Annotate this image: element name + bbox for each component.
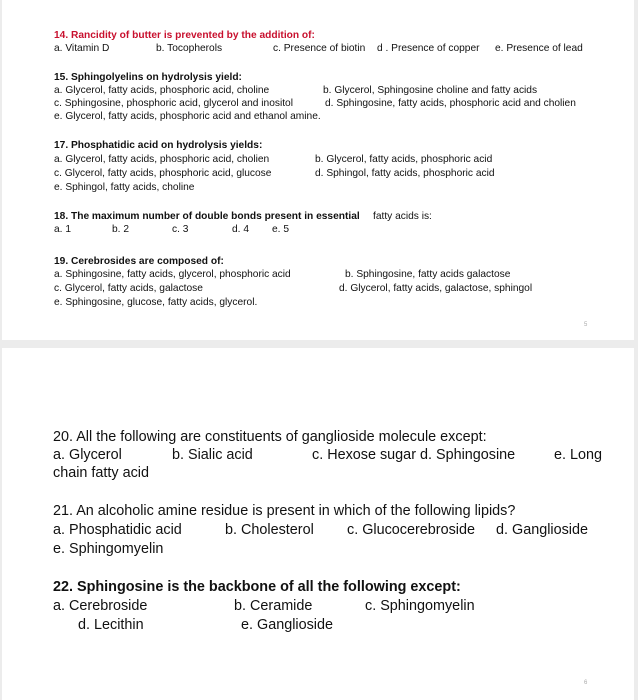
- q19-option-c: c. Glycerol, fatty acids, galactose: [54, 283, 203, 294]
- q19-option-d: d. Glycerol, fatty acids, galactose, sphingol: [339, 283, 533, 294]
- q21-option-d: d. Ganglioside: [496, 522, 589, 538]
- question-20: 20. All the following are constituents of ganglioside molecule except:: [53, 429, 487, 445]
- q18-option-d: d. 4: [232, 224, 249, 235]
- q22-option-b: b. Ceramide: [234, 598, 313, 614]
- page-number: 6: [584, 680, 588, 686]
- q17-option-e: e. Sphingol, fatty acids, choline: [54, 182, 195, 193]
- question-15: 15. Sphingolyelins on hydrolysis yield:: [54, 72, 242, 83]
- q17-option-d: d. Sphingol, fatty acids, phosphoric acid: [315, 168, 495, 179]
- q14-option-c: c. Presence of biotin: [273, 43, 366, 54]
- q14-option-e: e. Presence of lead: [495, 43, 583, 54]
- q18-option-c: c. 3: [172, 224, 189, 235]
- q20-option-b: b. Sialic acid: [172, 447, 253, 463]
- question-14: 14. Rancidity of butter is prevented by the addition of:: [54, 30, 315, 41]
- q21-option-b: b. Cholesterol: [225, 522, 314, 538]
- q21-option-a: a. Phosphatidic acid: [53, 522, 182, 538]
- q15-option-d: d. Sphingosine, fatty acids, phosphoric acid and cholien: [325, 98, 576, 109]
- question-17: 17. Phosphatidic acid on hydrolysis yields:: [54, 140, 263, 151]
- question-22: 22. Sphingosine is the backbone of all the following except:: [53, 579, 461, 595]
- page-5: [2, 0, 634, 340]
- q20-option-e: e. Long: [554, 447, 603, 463]
- q17-option-c: c. Glycerol, fatty acids, phosphoric acid, glucose: [54, 168, 272, 179]
- question-19: 19. Cerebrosides are composed of:: [54, 256, 224, 267]
- question-18: 18. The maximum number of double bonds present in essential: [54, 211, 360, 222]
- q20-option-a: a. Glycerol: [53, 447, 122, 463]
- q22-option-a: a. Cerebroside: [53, 598, 148, 614]
- question-21: 21. An alcoholic amine residue is present in which of the following lipids?: [53, 503, 516, 519]
- q18-option-b: b. 2: [112, 224, 129, 235]
- q19-option-b: b. Sphingosine, fatty acids galactose: [345, 269, 511, 280]
- q18-option-a: a. 1: [54, 224, 71, 235]
- q22-option-d: d. Lecithin: [78, 617, 144, 633]
- q15-option-c: c. Sphingosine, phosphoric acid, glycerol and inositol: [54, 98, 293, 109]
- q22-option-e: e. Ganglioside: [241, 617, 334, 633]
- q21-option-c: c. Glucocerebroside: [347, 522, 475, 538]
- q14-option-b: b. Tocopherols: [156, 43, 223, 54]
- q19-option-e: e. Sphingosine, glucose, fatty acids, glycerol.: [54, 297, 258, 308]
- q21-option-e: e. Sphingomyelin: [53, 541, 164, 557]
- q18-option-e: e. 5: [272, 224, 289, 235]
- q20-option-e-continued: chain fatty acid: [53, 465, 149, 481]
- q15-option-e: e. Glycerol, fatty acids, phosphoric acid and ethanol amine.: [54, 111, 321, 122]
- q14-option-a: a. Vitamin D: [54, 43, 110, 54]
- q22-option-c: c. Sphingomyelin: [365, 598, 475, 614]
- q15-option-b: b. Glycerol, Sphingosine choline and fatty acids: [323, 85, 538, 96]
- q20-option-c-d: c. Hexose sugar d. Sphingosine: [312, 447, 516, 463]
- question-18-tail: fatty acids is:: [373, 211, 432, 222]
- q14-option-d: d . Presence of copper: [377, 43, 480, 54]
- page-6: [2, 348, 634, 700]
- q17-option-b: b. Glycerol, fatty acids, phosphoric acid: [315, 154, 493, 165]
- page-number: 5: [584, 322, 588, 328]
- q15-option-a: a. Glycerol, fatty acids, phosphoric acid, choline: [54, 85, 270, 96]
- q19-option-a: a. Sphingosine, fatty acids, glycerol, phosphoric acid: [54, 269, 291, 280]
- q17-option-a: a. Glycerol, fatty acids, phosphoric acid, cholien: [54, 154, 270, 165]
